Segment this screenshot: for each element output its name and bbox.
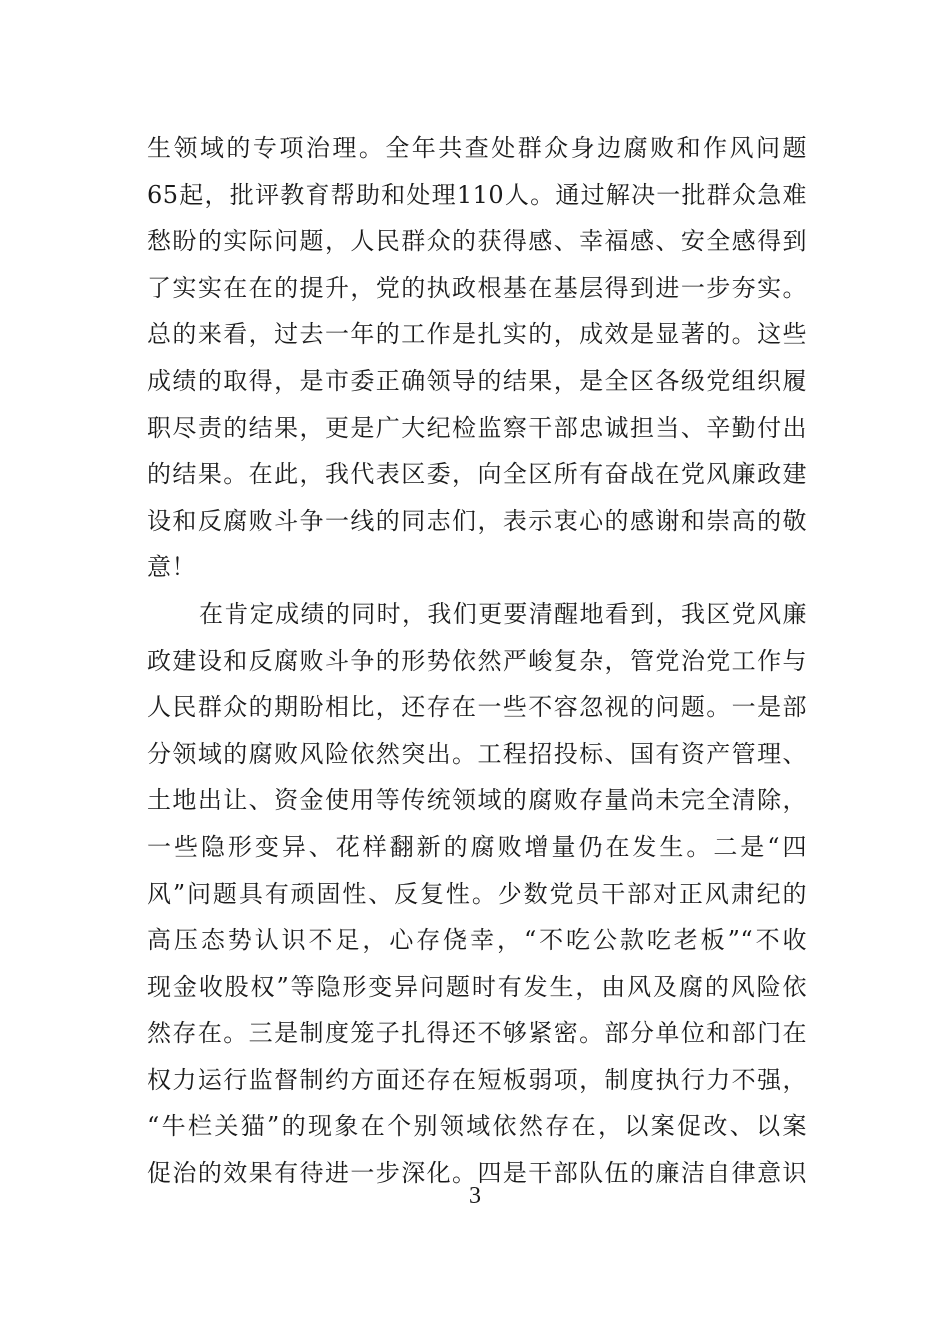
text-line: 职尽责的结果，更是广大纪检监察干部忠诚担当、辛勤付出: [147, 413, 807, 442]
text-line: 65起，批评教育帮助和处理110人。通过解决一批群众急难: [147, 180, 807, 209]
text-line: 了实实在在的提升，党的执政根基在基层得到进一步夯实。: [147, 273, 807, 302]
body-text: [147, 125, 807, 1197]
text-line: 然存在。三是制度笼子扎得还不够紧密。部分单位和部门在: [147, 1019, 807, 1048]
text-line: 成绩的取得，是市委正确领导的结果，是全区各级党组织履: [147, 366, 807, 395]
text-line: 土地出让、资金使用等传统领域的腐败存量尚未完全清除，: [147, 786, 807, 815]
text-line: 总的来看，过去一年的工作是扎实的，成效是显著的。这些: [147, 320, 807, 349]
text-line: 生领域的专项治理。全年共查处群众身边腐败和作风问题: [147, 134, 807, 162]
text-line: 设和反腐败斗争一线的同志们，表示衷心的感谢和崇高的敬: [147, 506, 807, 535]
text-line: “牛栏关猫”的现象在个别领域依然存在，以案促改、以案: [147, 1112, 807, 1141]
text-line: 人民群众的期盼相比，还存在一些不容忽视的问题。一是部: [147, 693, 807, 722]
text-line: 愁盼的实际问题，人民群众的获得感、幸福感、安全感得到: [147, 227, 807, 256]
text-line: 促治的效果有待进一步深化。四是干部队伍的廉洁自律意识: [147, 1159, 807, 1188]
paragraph-first-line: 在肯定成绩的同时，我们更要清醒地看到，我区党风廉: [199, 599, 807, 628]
text-line: 政建设和反腐败斗争的形势依然严峻复杂，管党治党工作与: [147, 646, 807, 675]
text-line: 一些隐形变异、花样翻新的腐败增量仍在发生。二是“四: [147, 832, 807, 861]
text-line: 风”问题具有顽固性、反复性。少数党员干部对正风肃纪的: [147, 879, 807, 908]
text-line: 现金收股权”等隐形变异问题时有发生，由风及腐的风险依: [147, 972, 807, 1001]
text-line: 分领域的腐败风险依然突出。工程招投标、国有资产管理、: [147, 739, 807, 768]
page-number: 3: [469, 1183, 481, 1209]
text-line: 意！: [147, 553, 196, 582]
text-line: 高压态势认识不足，心存侥幸，“不吃公款吃老板”“不收: [147, 926, 807, 955]
text-line: 的结果。在此，我代表区委，向全区所有奋战在党风廉政建: [147, 460, 807, 489]
text-line: 权力运行监督制约方面还存在短板弱项，制度执行力不强，: [147, 1065, 807, 1094]
